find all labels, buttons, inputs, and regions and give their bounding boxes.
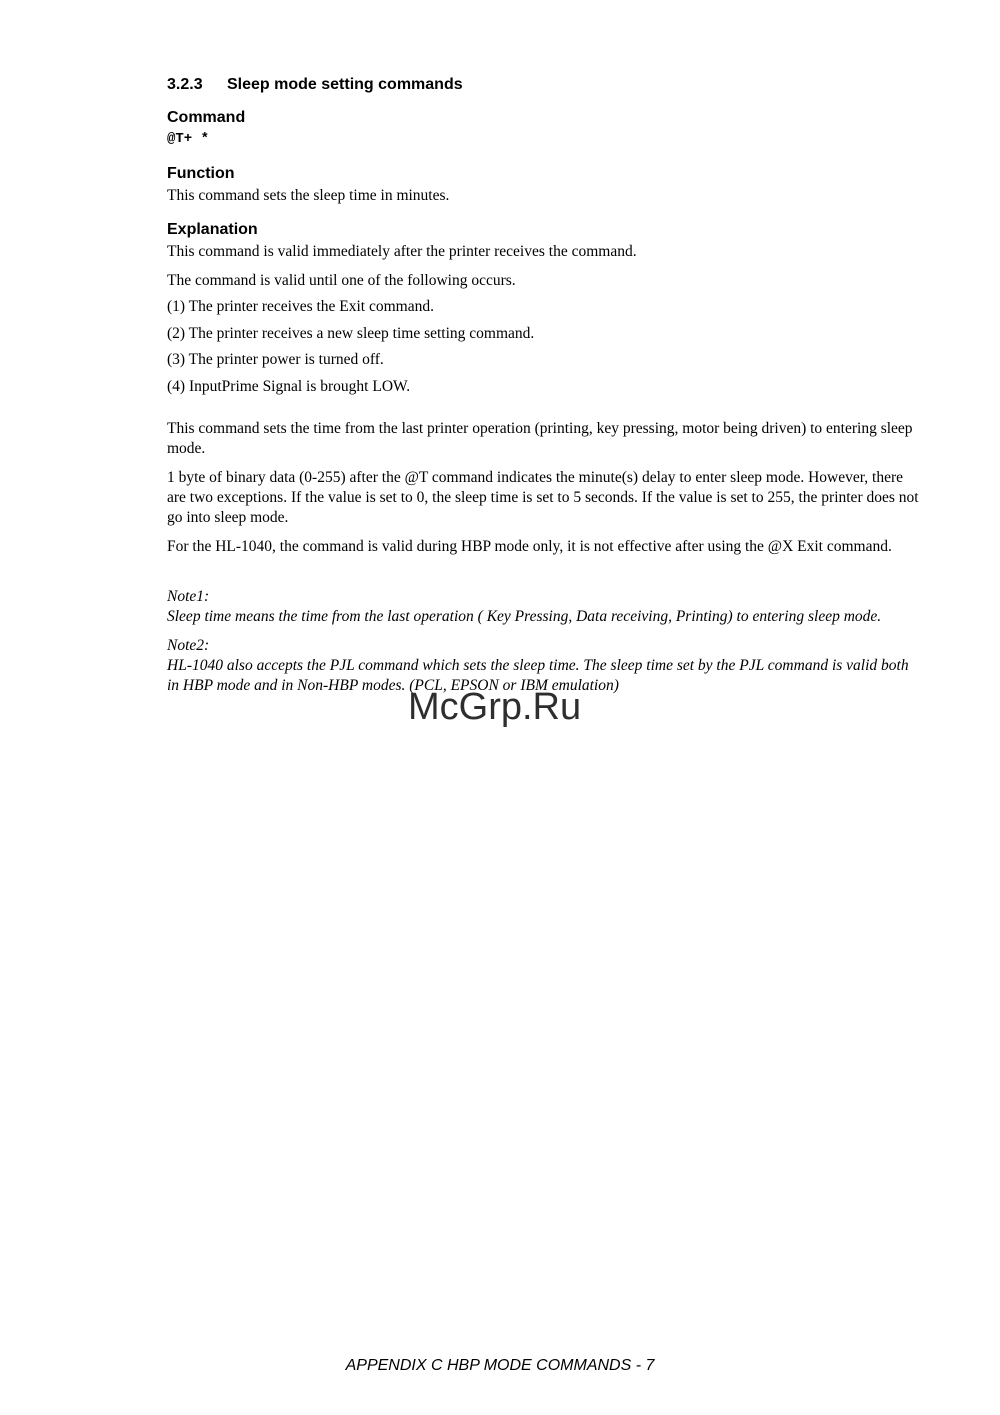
watermark: McGrp.Ru <box>408 686 582 728</box>
explanation-intro-1: This command is valid immediately after the printer receives the command. <box>167 243 637 260</box>
notes-section <box>167 587 919 696</box>
note-2 <box>167 636 919 696</box>
note-label: Note1: <box>167 587 210 605</box>
condition-list <box>167 297 919 397</box>
command-code: @T+ * <box>167 131 210 147</box>
page-content <box>167 76 919 705</box>
function-text: This command sets the sleep time in minutes. <box>167 187 450 204</box>
note-text: HL-1040 also accepts the PJL command which sets the sleep time. The sleep time set by the PJL command is valid both in HBP mode and in Non-HBP modes. (PCL, EPSON or IBM emulation) <box>167 656 909 694</box>
explanation-paragraph-3: For the HL-1040, the command is valid during HBP mode only, it is not effective after using the @X Exit command. <box>167 537 892 555</box>
section-heading <box>167 76 919 94</box>
command-heading: Command <box>167 109 246 126</box>
explanation-intro-2: The command is valid until one of the following occurs. <box>167 272 516 289</box>
explanation-heading: Explanation <box>167 221 258 238</box>
list-item: (3) The printer power is turned off. <box>167 351 384 368</box>
list-item: (2) The printer receives a new sleep time setting command. <box>167 324 535 342</box>
explanation-paragraph-1: This command sets the time from the last printer operation (printing, key pressing, motor being driven) to entering sleep mode. <box>167 419 913 457</box>
note-1 <box>167 587 919 627</box>
note-label: Note2: <box>167 636 210 654</box>
list-item: (1) The printer receives the Exit command. <box>167 298 434 315</box>
list-item: (4) InputPrime Signal is brought LOW. <box>167 377 411 395</box>
function-heading: Function <box>167 165 235 182</box>
note-text: Sleep time means the time from the last operation ( Key Pressing, Data receiving, Printing) to entering sleep mode. <box>167 607 882 625</box>
page-footer: APPENDIX C HBP MODE COMMANDS - 7 <box>345 1357 655 1374</box>
section-number: 3.2.3 <box>167 76 203 93</box>
section-title: Sleep mode setting commands <box>227 76 463 93</box>
explanation-paragraph-2: 1 byte of binary data (0-255) after the @T command indicates the minute(s) delay to enter sleep mode. However, there are two exceptions. If the value is set to 0, the sleep time is set to 5 seconds. If the value is set to 255, the printer does not go into sleep mode. <box>167 468 919 526</box>
